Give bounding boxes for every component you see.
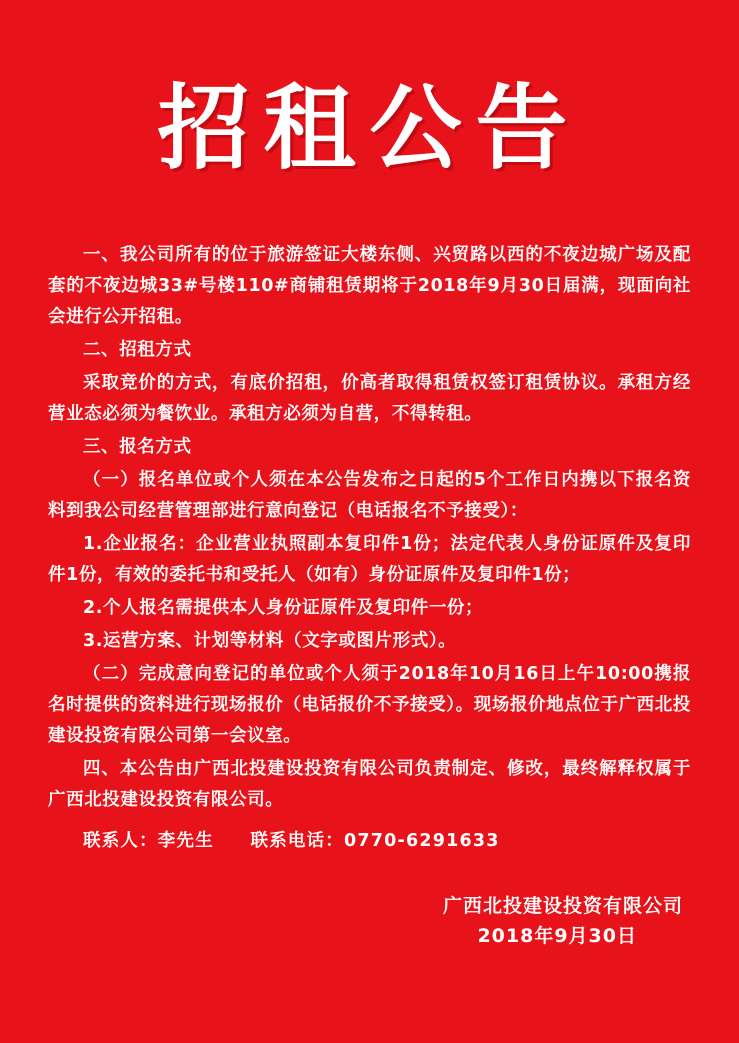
signature-date: 2018年9月30日 xyxy=(477,925,637,947)
paragraph-1: 一、我公司所有的位于旅游签证大楼东侧、兴贸路以西的不夜边城广场及配套的不夜边城33#号楼110#商铺租赁期将于2018年9月30日届满，现面向社会进行公开招租。 xyxy=(48,245,691,327)
paragraph-4: 三、报名方式 xyxy=(83,437,192,457)
signature-block xyxy=(48,891,691,951)
paragraph-6: 1.企业报名：企业营业执照副本复印件1份；法定代表人身份证原件及复印件1份，有效的委托书和受托人（如有）身份证原件及复印件1份； xyxy=(48,534,691,585)
contact-line xyxy=(48,826,691,857)
announcement-body xyxy=(48,240,691,857)
paragraph-5: （一）报名单位或个人须在本公告发布之日起的5个工作日内携以下报名资料到我公司经营管理部进行意向登记（电话报名不予接受）： xyxy=(48,470,691,521)
contact-phone: 联系电话：0770-6291633 xyxy=(250,831,500,851)
paragraph-10: 四、本公告由广西北投建设投资有限公司负责制定、修改，最终解释权属于广西北投建设投资有限公司。 xyxy=(48,759,691,810)
page-title: 招租公告 xyxy=(157,74,582,182)
paragraph-2: 二、招租方式 xyxy=(83,340,192,360)
paragraph-8: 3.运营方案、计划等材料（文字或图片形式）。 xyxy=(83,631,457,651)
contact-person: 联系人：李先生 xyxy=(83,831,214,851)
paragraph-3: 采取竞价的方式，有底价招租，价高者取得租赁权签订租赁协议。承租方经营业态必须为餐饮业。承租方必须为自营，不得转租。 xyxy=(48,373,691,424)
signature-company: 广西北投建设投资有限公司 xyxy=(442,895,683,917)
paragraph-9: （二）完成意向登记的单位或个人须于2018年10月16日上午10:00携报名时提供的资料进行现场报价（电话报价不予接受）。现场报价地点位于广西北投建设投资有限公司第一会议室。 xyxy=(48,664,691,746)
paragraph-7: 2.个人报名需提供本人身份证原件及复印件一份； xyxy=(83,598,484,618)
